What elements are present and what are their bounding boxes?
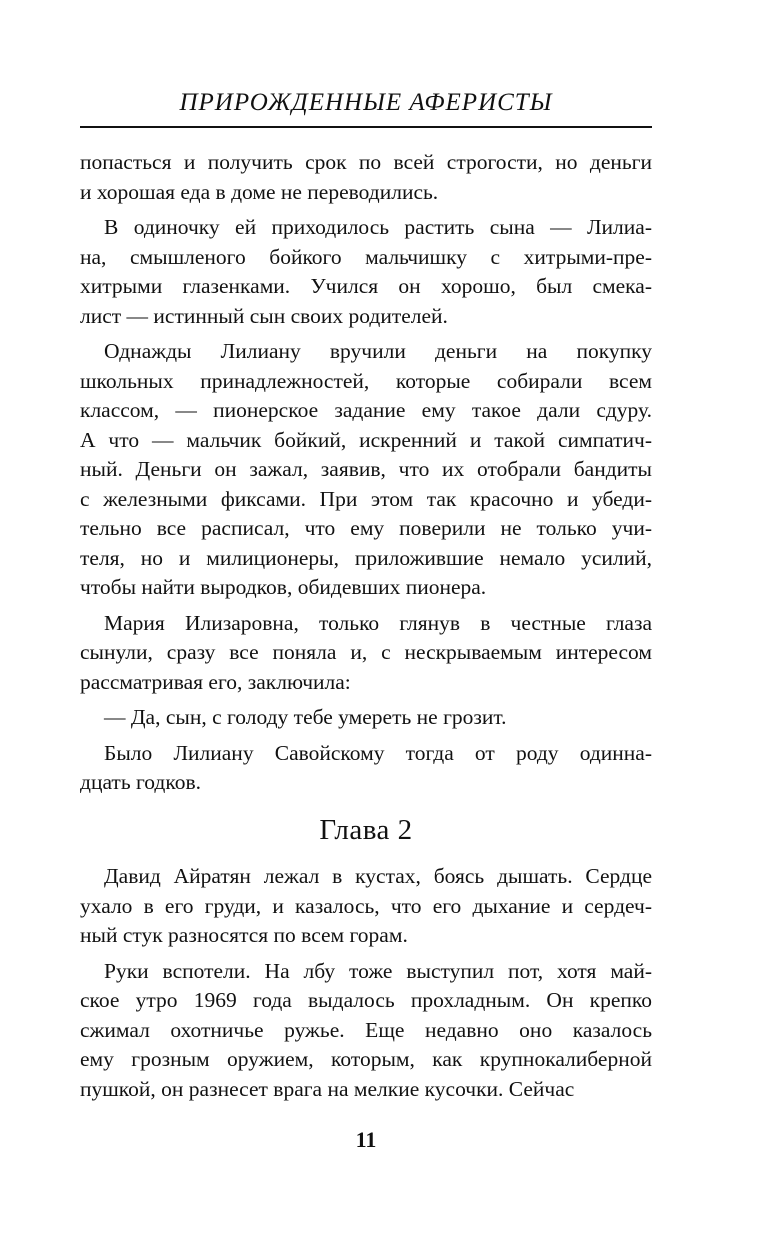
body-text [80, 148, 652, 804]
text-line: попасться и получить срок по всей строгости, но деньги [80, 150, 652, 174]
text-line: лист — истинный сын своих родителей. [80, 303, 448, 328]
text-line: сжимал охотничье ружье. Еще недавно оно казалось [80, 1017, 652, 1042]
paragraph [80, 148, 652, 207]
paragraph [80, 213, 652, 331]
paragraph [80, 337, 652, 603]
paragraph [80, 739, 652, 798]
text-line: Однажды Лилиану вручили деньги на покупку [104, 339, 652, 363]
chapter-title: Глава 2 [319, 814, 413, 846]
text-line: ему грозным оружием, которым, как крупнокалиберной [80, 1047, 652, 1071]
text-line: дцать годков. [80, 770, 201, 794]
text-line: чтобы найти выродков, обидевших пионера. [80, 575, 487, 599]
text-line: Давид Айратян лежал в кустах, боясь дышать. Сердце [104, 864, 652, 888]
book-page [80, 0, 652, 1240]
paragraph [80, 957, 652, 1105]
text-line: тельно все расписал, что ему поверили не только учи- [80, 516, 652, 540]
text-line: — Да, сын, с голоду тебе умереть не грозит. [104, 705, 507, 729]
running-head: ПРИРОЖДЕННЫЕ АФЕРИСТЫ [179, 89, 553, 116]
paragraph [80, 703, 652, 733]
header-rule [80, 126, 652, 128]
text-line: и хорошая еда в доме не переводились. [80, 179, 439, 204]
text-line: ный стук разносятся по всем горам. [80, 923, 408, 947]
text-line: с железными фиксами. При этом так красочно и убеди- [80, 486, 652, 511]
text-line: ухало в его груди, и казалось, что его дыхание и сердеч- [80, 893, 652, 918]
text-line: ское утро 1969 года выдалось прохладным. Он крепко [80, 988, 652, 1012]
text-line: Было Лилиану Савойскому тогда от роду одинна- [104, 740, 652, 765]
chapter-body-text [80, 862, 652, 1110]
text-line: сынули, сразу все поняла и, с нескрываемым интересом [80, 640, 652, 664]
text-line: хитрыми глазенками. Учился он хорошо, был смека- [80, 274, 652, 298]
text-line: классом, — пионерское задание ему такое дали сдуру. [80, 398, 652, 422]
text-line: А что — мальчик бойкий, искренний и такой симпатич- [80, 427, 652, 452]
paragraph [80, 862, 652, 951]
text-line: школьных принадлежностей, которые собирали всем [80, 368, 652, 393]
text-line: ный. Деньги он зажал, заявив, что их отобрали бандиты [80, 457, 652, 481]
text-line: на, смышленого бойкого мальчишку с хитрыми-пре- [80, 244, 652, 269]
page-number: 11 [355, 1127, 377, 1152]
paragraph [80, 609, 652, 698]
text-line: пушкой, он разнесет врага на мелкие кусочки. Сейчас [80, 1076, 575, 1101]
text-line: рассматривая его, заключила: [80, 669, 351, 694]
text-line: В одиночку ей приходилось растить сына — Лилиа- [104, 215, 652, 239]
text-line: Руки вспотели. На лбу тоже выступил пот, хотя май- [104, 958, 652, 983]
text-line: Мария Илизаровна, только глянув в честные глаза [104, 610, 652, 635]
text-line: теля, но и милиционеры, приложившие немало усилий, [80, 545, 652, 570]
